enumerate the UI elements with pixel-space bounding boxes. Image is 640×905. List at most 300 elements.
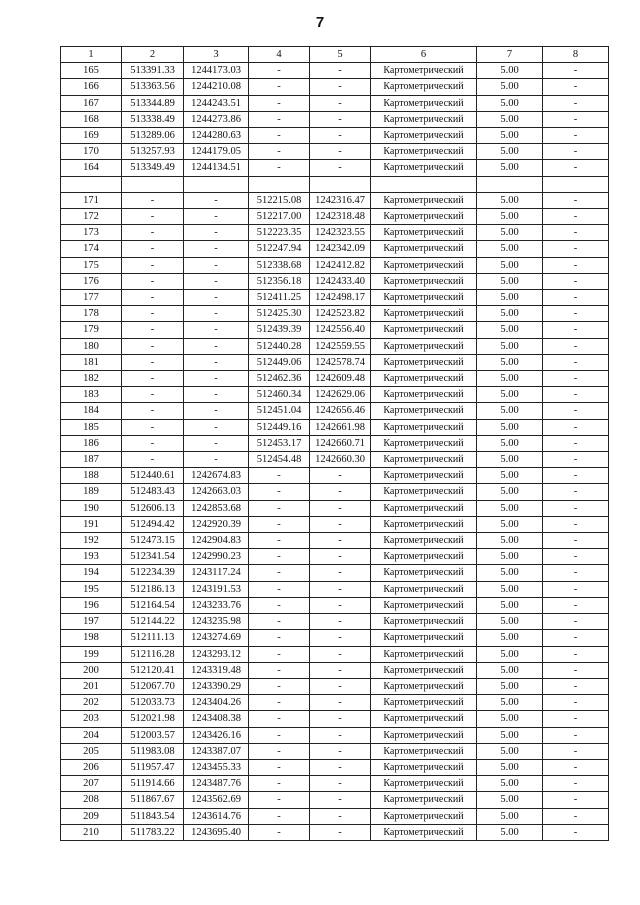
table-cell: Картометрический — [371, 533, 477, 549]
table-row — [61, 160, 609, 176]
table-cell: - — [543, 630, 609, 646]
table-cell: 5.00 — [477, 371, 543, 387]
table-cell: Картометрический — [371, 662, 477, 678]
table-cell: 5.00 — [477, 160, 543, 176]
table-cell: Картометрический — [371, 79, 477, 95]
table-cell: - — [122, 241, 184, 257]
table-cell: - — [543, 727, 609, 743]
table-cell: - — [249, 95, 310, 111]
table-cell: - — [543, 614, 609, 630]
table-cell: - — [310, 646, 371, 662]
table-cell: - — [310, 792, 371, 808]
table-cell: - — [184, 257, 249, 273]
table-cell: Картометрический — [371, 354, 477, 370]
table-cell: - — [543, 419, 609, 435]
table-cell: - — [122, 338, 184, 354]
table-cell: Картометрический — [371, 241, 477, 257]
table-cell: 178 — [61, 306, 122, 322]
table-cell: Картометрический — [371, 306, 477, 322]
table-cell: 190 — [61, 500, 122, 516]
table-cell: 511783.22 — [122, 824, 184, 840]
table-row — [61, 225, 609, 241]
table-cell: 5.00 — [477, 290, 543, 306]
column-header: 8 — [543, 47, 609, 63]
table-cell: - — [184, 322, 249, 338]
table-cell: - — [184, 273, 249, 289]
table-row — [61, 128, 609, 144]
table-cell: 5.00 — [477, 257, 543, 273]
table-cell: 512440.61 — [122, 468, 184, 484]
table-row-empty — [61, 176, 609, 192]
table-cell: - — [249, 533, 310, 549]
table-cell: - — [310, 516, 371, 532]
table-row — [61, 435, 609, 451]
table-cell: - — [249, 144, 310, 160]
table-cell: - — [249, 111, 310, 127]
table-cell: - — [543, 128, 609, 144]
table-cell: 1244280.63 — [184, 128, 249, 144]
table-cell: - — [543, 743, 609, 759]
coordinates-table — [60, 46, 609, 841]
table-row — [61, 565, 609, 581]
table-cell: 208 — [61, 792, 122, 808]
table-cell: Картометрический — [371, 387, 477, 403]
table-cell: 513289.06 — [122, 128, 184, 144]
table-cell: 1243455.33 — [184, 759, 249, 775]
table-cell: - — [310, 128, 371, 144]
table-cell: - — [543, 484, 609, 500]
table-cell: 189 — [61, 484, 122, 500]
table-cell: 191 — [61, 516, 122, 532]
table-cell: 181 — [61, 354, 122, 370]
table-cell: - — [310, 144, 371, 160]
table-row — [61, 111, 609, 127]
table-cell: 512460.34 — [249, 387, 310, 403]
table-cell: 199 — [61, 646, 122, 662]
table-cell: - — [184, 192, 249, 208]
table-cell: 5.00 — [477, 614, 543, 630]
table-row — [61, 516, 609, 532]
table-cell: 1243408.38 — [184, 711, 249, 727]
table-cell: 512356.18 — [249, 273, 310, 289]
table-row — [61, 808, 609, 824]
table-cell: - — [543, 79, 609, 95]
table-cell: - — [184, 452, 249, 468]
column-header: 7 — [477, 47, 543, 63]
table-cell: - — [543, 695, 609, 711]
table-cell: - — [249, 727, 310, 743]
table-cell: - — [122, 209, 184, 225]
table-cell: - — [122, 290, 184, 306]
table-cell: - — [543, 533, 609, 549]
table-cell: Картометрический — [371, 468, 477, 484]
table-cell: 1242920.39 — [184, 516, 249, 532]
table-cell: Картометрический — [371, 581, 477, 597]
table-cell: Картометрический — [371, 160, 477, 176]
table-cell: 5.00 — [477, 549, 543, 565]
table-cell: Картометрический — [371, 695, 477, 711]
table-cell: 513344.89 — [122, 95, 184, 111]
table-row — [61, 695, 609, 711]
table-cell: 513363.56 — [122, 79, 184, 95]
table-row — [61, 371, 609, 387]
table-row — [61, 387, 609, 403]
table-cell — [122, 176, 184, 192]
table-cell: 512164.54 — [122, 597, 184, 613]
table-cell: 5.00 — [477, 209, 543, 225]
table-row — [61, 419, 609, 435]
table-cell: 1242661.98 — [310, 419, 371, 435]
table-cell: Картометрический — [371, 824, 477, 840]
table-row — [61, 743, 609, 759]
table-cell: - — [543, 192, 609, 208]
table-cell: - — [543, 792, 609, 808]
table-cell: 512003.57 — [122, 727, 184, 743]
table-cell: 1243487.76 — [184, 776, 249, 792]
table-cell: - — [543, 403, 609, 419]
table-cell: 5.00 — [477, 727, 543, 743]
table-cell: 512144.22 — [122, 614, 184, 630]
table-cell: Картометрический — [371, 565, 477, 581]
table-cell: 5.00 — [477, 678, 543, 694]
table-cell: Картометрический — [371, 225, 477, 241]
table-cell: 169 — [61, 128, 122, 144]
table-cell: 512247.94 — [249, 241, 310, 257]
table-cell: 1243235.98 — [184, 614, 249, 630]
table-row — [61, 630, 609, 646]
table-cell: - — [543, 711, 609, 727]
table-cell: 1242323.55 — [310, 225, 371, 241]
table-cell: - — [310, 95, 371, 111]
table-row — [61, 192, 609, 208]
table-cell: 1242578.74 — [310, 354, 371, 370]
table-cell: Картометрический — [371, 743, 477, 759]
table-cell: - — [543, 678, 609, 694]
table-row — [61, 290, 609, 306]
table-cell: - — [249, 500, 310, 516]
table-cell: 1243191.53 — [184, 581, 249, 597]
table-cell: 5.00 — [477, 500, 543, 516]
table-cell: 512111.13 — [122, 630, 184, 646]
table-cell: - — [310, 662, 371, 678]
table-cell: 5.00 — [477, 484, 543, 500]
table-cell: 5.00 — [477, 435, 543, 451]
table-cell: 179 — [61, 322, 122, 338]
table-cell: Картометрический — [371, 484, 477, 500]
table-cell: Картометрический — [371, 500, 477, 516]
table-cell: - — [543, 646, 609, 662]
table-cell: Картометрический — [371, 646, 477, 662]
table-cell: - — [184, 306, 249, 322]
table-row — [61, 646, 609, 662]
table-cell: - — [543, 273, 609, 289]
table-row — [61, 144, 609, 160]
table-row — [61, 711, 609, 727]
table-row — [61, 759, 609, 775]
table-cell: - — [122, 257, 184, 273]
table-cell: 512483.43 — [122, 484, 184, 500]
table-cell: 1243319.48 — [184, 662, 249, 678]
table-cell: - — [249, 565, 310, 581]
table-cell: Картометрический — [371, 549, 477, 565]
table-cell: - — [122, 387, 184, 403]
column-header: 4 — [249, 47, 310, 63]
table-cell: 512449.06 — [249, 354, 310, 370]
column-header: 3 — [184, 47, 249, 63]
table-cell: Картометрический — [371, 516, 477, 532]
table-cell: 195 — [61, 581, 122, 597]
table-cell: 513338.49 — [122, 111, 184, 127]
table-cell: - — [310, 533, 371, 549]
table-cell: - — [310, 549, 371, 565]
table-cell: Картометрический — [371, 403, 477, 419]
table-cell: 512411.25 — [249, 290, 310, 306]
table-cell: - — [543, 597, 609, 613]
table-cell: 513257.93 — [122, 144, 184, 160]
table-cell: 1242990.23 — [184, 549, 249, 565]
table-cell: 5.00 — [477, 95, 543, 111]
table-cell: 202 — [61, 695, 122, 711]
table-cell: - — [249, 759, 310, 775]
table-cell: 1242663.03 — [184, 484, 249, 500]
table-row — [61, 257, 609, 273]
table-cell: - — [184, 338, 249, 354]
table-cell: 197 — [61, 614, 122, 630]
table-cell: Картометрический — [371, 144, 477, 160]
table-cell: 164 — [61, 160, 122, 176]
table-cell: 5.00 — [477, 63, 543, 79]
table-cell: - — [543, 95, 609, 111]
table-cell: 511914.66 — [122, 776, 184, 792]
table-cell: 1243274.69 — [184, 630, 249, 646]
table-cell: - — [310, 160, 371, 176]
table-cell: 1242498.17 — [310, 290, 371, 306]
table-cell: 172 — [61, 209, 122, 225]
table-cell: - — [543, 435, 609, 451]
table-cell: 5.00 — [477, 662, 543, 678]
table-cell: - — [543, 387, 609, 403]
table-cell: - — [310, 468, 371, 484]
table-cell: 1242660.30 — [310, 452, 371, 468]
table-cell: 1243426.16 — [184, 727, 249, 743]
table-row — [61, 776, 609, 792]
table-cell: 1242656.46 — [310, 403, 371, 419]
table-cell: - — [249, 808, 310, 824]
table-row — [61, 241, 609, 257]
table-cell: - — [184, 241, 249, 257]
table-cell: - — [310, 711, 371, 727]
table-cell: 512116.28 — [122, 646, 184, 662]
table-cell: 511867.67 — [122, 792, 184, 808]
table-cell: 5.00 — [477, 824, 543, 840]
table-cell: Картометрический — [371, 111, 477, 127]
table-cell: Картометрический — [371, 192, 477, 208]
table-cell: 193 — [61, 549, 122, 565]
table-cell: 183 — [61, 387, 122, 403]
table-cell: 1243117.24 — [184, 565, 249, 581]
table-cell: - — [310, 581, 371, 597]
table-cell: - — [543, 144, 609, 160]
table-cell: - — [184, 209, 249, 225]
table-cell: - — [184, 435, 249, 451]
table-cell: 1242629.06 — [310, 387, 371, 403]
table-cell: - — [249, 792, 310, 808]
table-cell: - — [122, 322, 184, 338]
table-cell: Картометрический — [371, 597, 477, 613]
table-cell: 5.00 — [477, 565, 543, 581]
table-cell: 512449.16 — [249, 419, 310, 435]
table-cell: 5.00 — [477, 192, 543, 208]
table-row — [61, 306, 609, 322]
table-cell: 511843.54 — [122, 808, 184, 824]
table-cell: 5.00 — [477, 419, 543, 435]
table-cell: 1244134.51 — [184, 160, 249, 176]
table-cell: Картометрический — [371, 808, 477, 824]
column-header: 2 — [122, 47, 184, 63]
table-cell: - — [543, 63, 609, 79]
table-cell: - — [122, 273, 184, 289]
table-cell: 512338.68 — [249, 257, 310, 273]
table-cell: Картометрический — [371, 614, 477, 630]
table-cell: Картометрический — [371, 727, 477, 743]
table-cell: - — [122, 354, 184, 370]
table-cell: 184 — [61, 403, 122, 419]
table-cell: - — [122, 419, 184, 435]
table-cell: - — [184, 387, 249, 403]
table-cell: - — [122, 452, 184, 468]
table-cell: 512473.15 — [122, 533, 184, 549]
table-cell: 512606.13 — [122, 500, 184, 516]
table-cell: - — [310, 678, 371, 694]
table-cell: - — [122, 371, 184, 387]
table-cell: - — [249, 711, 310, 727]
table-cell: - — [543, 808, 609, 824]
table-cell: - — [310, 484, 371, 500]
table-cell: - — [249, 630, 310, 646]
table-cell: - — [543, 776, 609, 792]
table-cell: 5.00 — [477, 273, 543, 289]
table-cell: - — [249, 614, 310, 630]
table-cell: 196 — [61, 597, 122, 613]
table-cell: 1242556.40 — [310, 322, 371, 338]
table-cell: - — [543, 111, 609, 127]
table-cell: - — [543, 338, 609, 354]
table-cell — [371, 176, 477, 192]
header-row — [61, 47, 609, 63]
table-row — [61, 322, 609, 338]
table-cell: 512453.17 — [249, 435, 310, 451]
table-cell: - — [184, 371, 249, 387]
table-cell: 5.00 — [477, 743, 543, 759]
table-cell: 5.00 — [477, 581, 543, 597]
table-cell: - — [543, 209, 609, 225]
table-cell — [249, 176, 310, 192]
table-cell: 512494.42 — [122, 516, 184, 532]
table-cell: 210 — [61, 824, 122, 840]
table-cell: Картометрический — [371, 711, 477, 727]
table-cell: - — [543, 549, 609, 565]
table-cell: - — [310, 727, 371, 743]
table-cell: - — [122, 225, 184, 241]
table-cell: 512067.70 — [122, 678, 184, 694]
table-cell: 1242523.82 — [310, 306, 371, 322]
table-cell: 1244273.86 — [184, 111, 249, 127]
table-cell: 176 — [61, 273, 122, 289]
column-header: 6 — [371, 47, 477, 63]
table-cell: 198 — [61, 630, 122, 646]
table-cell: 194 — [61, 565, 122, 581]
table-row — [61, 468, 609, 484]
table-cell: - — [249, 743, 310, 759]
table-cell — [310, 176, 371, 192]
table-row — [61, 597, 609, 613]
table-cell: 511983.08 — [122, 743, 184, 759]
table-cell: Картометрический — [371, 290, 477, 306]
table-cell: 177 — [61, 290, 122, 306]
table-cell: 167 — [61, 95, 122, 111]
table-row — [61, 614, 609, 630]
table-cell: Картометрический — [371, 419, 477, 435]
table-cell: 206 — [61, 759, 122, 775]
table-cell: 512186.13 — [122, 581, 184, 597]
table-row — [61, 727, 609, 743]
table-cell: 5.00 — [477, 338, 543, 354]
table-cell: Картометрический — [371, 338, 477, 354]
table-row — [61, 79, 609, 95]
table-cell: Картометрический — [371, 792, 477, 808]
table-cell: 1242904.83 — [184, 533, 249, 549]
table-cell: - — [543, 290, 609, 306]
table-cell: 174 — [61, 241, 122, 257]
table-cell: 175 — [61, 257, 122, 273]
column-header: 1 — [61, 47, 122, 63]
table-cell: - — [310, 614, 371, 630]
table-row — [61, 792, 609, 808]
table-cell: - — [249, 776, 310, 792]
table-cell: - — [249, 468, 310, 484]
table-row — [61, 403, 609, 419]
table-cell: - — [543, 468, 609, 484]
table-cell: Картометрический — [371, 678, 477, 694]
table-cell: - — [543, 824, 609, 840]
table-row — [61, 95, 609, 111]
table-cell: 209 — [61, 808, 122, 824]
table-row — [61, 549, 609, 565]
table-cell: 5.00 — [477, 646, 543, 662]
table-cell: - — [543, 160, 609, 176]
table-cell: 182 — [61, 371, 122, 387]
table-cell: 1242412.82 — [310, 257, 371, 273]
table-cell: Картометрический — [371, 776, 477, 792]
table-row — [61, 209, 609, 225]
table-cell: - — [543, 759, 609, 775]
table-cell: 1242559.55 — [310, 338, 371, 354]
table-row — [61, 338, 609, 354]
table-cell: - — [249, 63, 310, 79]
table-cell: 1242674.83 — [184, 468, 249, 484]
table-cell: Картометрический — [371, 209, 477, 225]
table-row — [61, 500, 609, 516]
table-cell: 513349.49 — [122, 160, 184, 176]
table-cell: Картометрический — [371, 371, 477, 387]
table-cell: 170 — [61, 144, 122, 160]
table-cell: 512454.48 — [249, 452, 310, 468]
table-cell: Картометрический — [371, 759, 477, 775]
table-cell: - — [310, 597, 371, 613]
table-cell: - — [249, 128, 310, 144]
table-cell — [61, 176, 122, 192]
table-cell: - — [543, 662, 609, 678]
